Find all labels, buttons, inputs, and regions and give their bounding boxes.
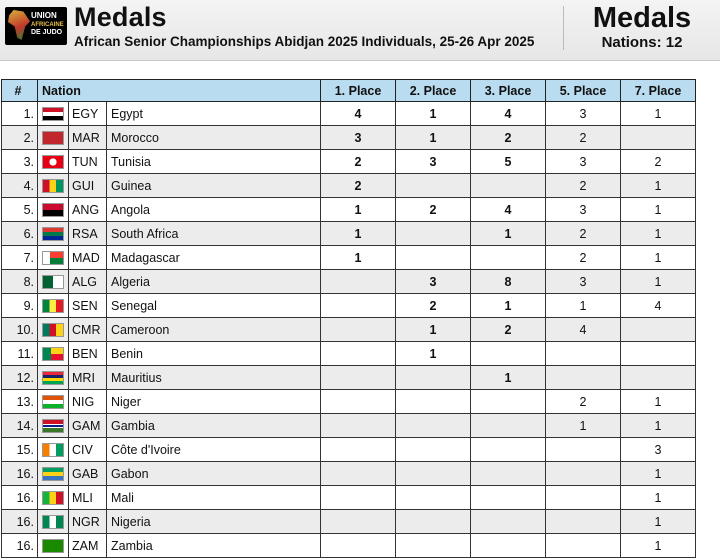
table-row — [2, 174, 696, 198]
flag-cell — [38, 150, 69, 174]
place-3-cell: 1 — [471, 222, 546, 246]
header-divider — [563, 6, 564, 50]
place-2-cell: 2 — [396, 198, 471, 222]
country-code-cell: TUN — [69, 150, 107, 174]
flag-cell — [38, 486, 69, 510]
country-name-cell: Mali — [107, 486, 321, 510]
rank-cell: 6. — [2, 222, 38, 246]
country-name-cell: Cameroon — [107, 318, 321, 342]
rank-cell: 16. — [2, 510, 38, 534]
zambia-flag-icon — [42, 539, 64, 553]
place-5-cell: 2 — [546, 390, 621, 414]
column-header-place-5: 5. Place — [546, 80, 621, 102]
place-1-cell — [321, 534, 396, 558]
tunisia-flag-icon — [42, 155, 64, 169]
place-7-cell: 1 — [621, 534, 696, 558]
place-1-cell — [321, 294, 396, 318]
place-7-cell — [621, 366, 696, 390]
flag-cell — [38, 342, 69, 366]
place-5-cell — [546, 534, 621, 558]
south-africa-flag-icon — [42, 227, 64, 241]
gambia-flag-icon — [42, 419, 64, 433]
place-1-cell: 1 — [321, 222, 396, 246]
column-header-place-2: 2. Place — [396, 80, 471, 102]
rank-cell: 2. — [2, 126, 38, 150]
place-2-cell: 2 — [396, 294, 471, 318]
table-row — [2, 462, 696, 486]
rank-cell: 4. — [2, 174, 38, 198]
country-code-cell: MLI — [69, 486, 107, 510]
flag-cell — [38, 246, 69, 270]
country-code-cell: GAB — [69, 462, 107, 486]
place-7-cell: 1 — [621, 174, 696, 198]
place-2-cell — [396, 222, 471, 246]
column-header-place-3: 3. Place — [471, 80, 546, 102]
country-name-cell: South Africa — [107, 222, 321, 246]
country-name-cell: Benin — [107, 342, 321, 366]
country-name-cell: Côte d'Ivoire — [107, 438, 321, 462]
country-code-cell: SEN — [69, 294, 107, 318]
table-row — [2, 486, 696, 510]
place-5-cell — [546, 462, 621, 486]
rank-cell: 10. — [2, 318, 38, 342]
place-2-cell — [396, 390, 471, 414]
country-code-cell: MAR — [69, 126, 107, 150]
country-name-cell: Algeria — [107, 270, 321, 294]
country-name-cell: Morocco — [107, 126, 321, 150]
country-code-cell: NGR — [69, 510, 107, 534]
place-5-cell — [546, 486, 621, 510]
place-3-cell: 2 — [471, 318, 546, 342]
place-1-cell: 3 — [321, 126, 396, 150]
angola-flag-icon — [42, 203, 64, 217]
flag-cell — [38, 102, 69, 126]
medals-heading: Medals — [592, 2, 692, 34]
place-1-cell — [321, 366, 396, 390]
flag-cell — [38, 414, 69, 438]
place-2-cell — [396, 462, 471, 486]
place-2-cell: 3 — [396, 150, 471, 174]
country-name-cell: Madagascar — [107, 246, 321, 270]
place-3-cell: 1 — [471, 366, 546, 390]
place-1-cell — [321, 462, 396, 486]
place-1-cell: 2 — [321, 150, 396, 174]
madagascar-flag-icon — [42, 251, 64, 265]
place-1-cell — [321, 390, 396, 414]
table-row — [2, 438, 696, 462]
place-7-cell: 1 — [621, 198, 696, 222]
country-code-cell: CIV — [69, 438, 107, 462]
place-7-cell: 1 — [621, 390, 696, 414]
table-row — [2, 150, 696, 174]
rank-cell: 5. — [2, 198, 38, 222]
country-code-cell: ALG — [69, 270, 107, 294]
country-name-cell: Mauritius — [107, 366, 321, 390]
table-row — [2, 126, 696, 150]
place-5-cell: 3 — [546, 198, 621, 222]
place-1-cell: 2 — [321, 174, 396, 198]
country-code-cell: ZAM — [69, 534, 107, 558]
country-name-cell: Zambia — [107, 534, 321, 558]
place-3-cell — [471, 462, 546, 486]
place-1-cell: 4 — [321, 102, 396, 126]
country-name-cell: Niger — [107, 390, 321, 414]
place-7-cell: 1 — [621, 102, 696, 126]
place-5-cell: 1 — [546, 414, 621, 438]
place-1-cell — [321, 318, 396, 342]
place-2-cell — [396, 246, 471, 270]
logo-line-1: UNION — [31, 11, 57, 20]
flag-cell — [38, 438, 69, 462]
place-3-cell: 4 — [471, 198, 546, 222]
page-header — [0, 0, 720, 61]
place-5-cell: 4 — [546, 318, 621, 342]
column-header-place-7: 7. Place — [621, 80, 696, 102]
place-7-cell: 1 — [621, 414, 696, 438]
rank-cell: 3. — [2, 150, 38, 174]
gabon-flag-icon — [42, 467, 64, 481]
place-5-cell: 2 — [546, 246, 621, 270]
algeria-flag-icon — [42, 275, 64, 289]
country-name-cell: Nigeria — [107, 510, 321, 534]
place-7-cell — [621, 342, 696, 366]
country-name-cell: Gambia — [107, 414, 321, 438]
table-row — [2, 198, 696, 222]
flag-cell — [38, 174, 69, 198]
place-2-cell — [396, 486, 471, 510]
place-7-cell: 3 — [621, 438, 696, 462]
place-2-cell — [396, 438, 471, 462]
place-3-cell — [471, 486, 546, 510]
place-5-cell: 3 — [546, 270, 621, 294]
africa-map-icon — [8, 10, 30, 40]
union-africaine-de-judo-logo — [5, 7, 67, 45]
table-row — [2, 534, 696, 558]
cote-divoire-flag-icon — [42, 443, 64, 457]
place-3-cell: 5 — [471, 150, 546, 174]
place-5-cell: 3 — [546, 102, 621, 126]
country-code-cell: CMR — [69, 318, 107, 342]
place-3-cell — [471, 510, 546, 534]
place-5-cell — [546, 510, 621, 534]
place-3-cell — [471, 246, 546, 270]
event-subtitle: African Senior Championships Abidjan 2025 Individuals, 25-26 Apr 2025 — [74, 34, 535, 49]
place-3-cell — [471, 390, 546, 414]
place-1-cell — [321, 342, 396, 366]
place-1-cell — [321, 438, 396, 462]
country-name-cell: Angola — [107, 198, 321, 222]
rank-cell: 1. — [2, 102, 38, 126]
rank-cell: 7. — [2, 246, 38, 270]
table-row — [2, 222, 696, 246]
place-3-cell — [471, 342, 546, 366]
place-2-cell — [396, 366, 471, 390]
country-code-cell: RSA — [69, 222, 107, 246]
place-3-cell: 1 — [471, 294, 546, 318]
logo-line-2: AFRICAINE — [31, 22, 64, 28]
place-5-cell — [546, 366, 621, 390]
place-1-cell — [321, 486, 396, 510]
rank-cell: 16. — [2, 534, 38, 558]
place-1-cell — [321, 270, 396, 294]
morocco-flag-icon — [42, 131, 64, 145]
table-row — [2, 390, 696, 414]
place-2-cell: 1 — [396, 342, 471, 366]
flag-cell — [38, 294, 69, 318]
table-row — [2, 318, 696, 342]
place-7-cell: 1 — [621, 222, 696, 246]
country-code-cell: GAM — [69, 414, 107, 438]
table-row — [2, 294, 696, 318]
place-7-cell: 1 — [621, 510, 696, 534]
place-1-cell: 1 — [321, 198, 396, 222]
place-2-cell — [396, 174, 471, 198]
place-1-cell: 1 — [321, 246, 396, 270]
flag-cell — [38, 126, 69, 150]
table-row — [2, 102, 696, 126]
table-row — [2, 342, 696, 366]
place-5-cell: 2 — [546, 174, 621, 198]
country-code-cell: MAD — [69, 246, 107, 270]
country-code-cell: MRI — [69, 366, 107, 390]
rank-cell: 9. — [2, 294, 38, 318]
country-name-cell: Gabon — [107, 462, 321, 486]
mali-flag-icon — [42, 491, 64, 505]
place-1-cell — [321, 414, 396, 438]
place-3-cell: 4 — [471, 102, 546, 126]
place-5-cell: 2 — [546, 222, 621, 246]
rank-cell: 16. — [2, 462, 38, 486]
niger-flag-icon — [42, 395, 64, 409]
flag-cell — [38, 390, 69, 414]
country-name-cell: Egypt — [107, 102, 321, 126]
flag-cell — [38, 198, 69, 222]
column-header-place-1: 1. Place — [321, 80, 396, 102]
rank-cell: 12. — [2, 366, 38, 390]
place-5-cell — [546, 342, 621, 366]
nigeria-flag-icon — [42, 515, 64, 529]
flag-cell — [38, 462, 69, 486]
cameroon-flag-icon — [42, 323, 64, 337]
place-3-cell — [471, 174, 546, 198]
flag-cell — [38, 510, 69, 534]
egypt-flag-icon — [42, 107, 64, 121]
mauritius-flag-icon — [42, 371, 64, 385]
rank-cell: 11. — [2, 342, 38, 366]
country-code-cell: EGY — [69, 102, 107, 126]
table-row — [2, 414, 696, 438]
country-name-cell: Tunisia — [107, 150, 321, 174]
place-7-cell — [621, 126, 696, 150]
place-7-cell: 2 — [621, 150, 696, 174]
flag-cell — [38, 366, 69, 390]
flag-cell — [38, 222, 69, 246]
table-row — [2, 510, 696, 534]
country-code-cell: BEN — [69, 342, 107, 366]
table-row — [2, 366, 696, 390]
flag-cell — [38, 534, 69, 558]
country-name-cell: Senegal — [107, 294, 321, 318]
place-2-cell — [396, 534, 471, 558]
place-2-cell: 1 — [396, 102, 471, 126]
place-5-cell — [546, 438, 621, 462]
place-2-cell — [396, 510, 471, 534]
column-header-rank: # — [2, 80, 38, 102]
place-2-cell — [396, 414, 471, 438]
place-7-cell — [621, 318, 696, 342]
place-3-cell — [471, 414, 546, 438]
place-2-cell: 1 — [396, 126, 471, 150]
rank-cell: 13. — [2, 390, 38, 414]
guinea-flag-icon — [42, 179, 64, 193]
country-code-cell: GUI — [69, 174, 107, 198]
country-code-cell: NIG — [69, 390, 107, 414]
place-3-cell — [471, 438, 546, 462]
nations-count: Nations: 12 — [601, 34, 683, 51]
rank-cell: 15. — [2, 438, 38, 462]
place-1-cell — [321, 510, 396, 534]
column-header-nation: Nation — [38, 80, 321, 102]
logo-line-3: DE JUDO — [31, 29, 63, 36]
rank-cell: 8. — [2, 270, 38, 294]
table-row — [2, 246, 696, 270]
rank-cell: 16. — [2, 486, 38, 510]
table-header-row — [2, 80, 696, 102]
flag-cell — [38, 270, 69, 294]
country-code-cell: ANG — [69, 198, 107, 222]
benin-flag-icon — [42, 347, 64, 361]
country-name-cell: Guinea — [107, 174, 321, 198]
place-5-cell: 2 — [546, 126, 621, 150]
medals-table — [1, 79, 696, 558]
rank-cell: 14. — [2, 414, 38, 438]
place-7-cell: 1 — [621, 246, 696, 270]
place-3-cell: 2 — [471, 126, 546, 150]
place-5-cell: 3 — [546, 150, 621, 174]
place-3-cell: 8 — [471, 270, 546, 294]
place-7-cell: 1 — [621, 486, 696, 510]
flag-cell — [38, 318, 69, 342]
page-title: Medals — [74, 2, 167, 32]
place-2-cell: 3 — [396, 270, 471, 294]
place-7-cell: 1 — [621, 270, 696, 294]
place-7-cell: 4 — [621, 294, 696, 318]
place-5-cell: 1 — [546, 294, 621, 318]
table-row — [2, 270, 696, 294]
place-3-cell — [471, 534, 546, 558]
senegal-flag-icon — [42, 299, 64, 313]
place-7-cell: 1 — [621, 462, 696, 486]
place-2-cell: 1 — [396, 318, 471, 342]
